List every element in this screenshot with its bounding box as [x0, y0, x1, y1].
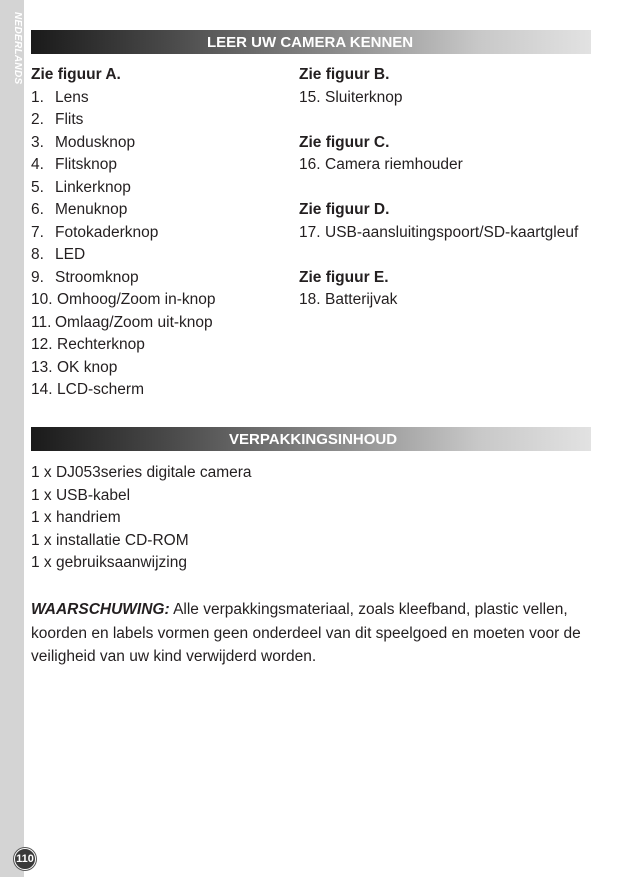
list-item: 1 x USB-kabel — [31, 486, 131, 504]
page-number: 110 — [14, 848, 36, 870]
warning-text: Alle verpakkingsmateriaal, zoals kleefband, plastic vellen, koorden en labels vormen geen onderdeel van dit speelgoed en moeten voor de veiligheid van uw kind verwijderd worden. — [31, 601, 581, 665]
list-item: 5. Linkerknop — [31, 178, 131, 196]
figure-a-heading: Zie figuur A. — [31, 66, 121, 83]
list-item: 10. Omhoog/Zoom in-knop — [31, 291, 216, 308]
list-item: 4. Flitsknop — [31, 156, 118, 173]
list-item: 7. Fotokaderknop — [31, 223, 159, 241]
list-item: 13. OK knop — [31, 358, 118, 376]
list-item: 1 x gebruiksaanwijzing — [31, 554, 187, 571]
list-item: 18. Batterijvak — [299, 291, 398, 308]
list-item: 6. Menuknop — [31, 201, 128, 218]
list-item: 3. Modusknop — [31, 133, 136, 151]
list-item: 1. Lens — [31, 88, 89, 106]
figure-d-heading: Zie figuur D. — [299, 201, 390, 218]
section-title-contents: VERPAKKINGSINHOUD — [229, 431, 398, 448]
figure-e-heading: Zie figuur E. — [299, 268, 389, 286]
list-item: 14. LCD-scherm — [31, 381, 144, 398]
list-item: 2. Flits — [31, 111, 84, 128]
figure-c-heading: Zie figuur C. — [299, 133, 390, 151]
list-item: 12. Rechterknop — [31, 336, 145, 353]
list-item: 9. Stroomknop — [31, 268, 139, 286]
list-item: 8. LED — [31, 246, 86, 263]
warning-label: WAARSCHUWING: — [31, 601, 170, 618]
section-title-camera: LEER UW CAMERA KENNEN — [207, 34, 414, 51]
figure-b-heading: Zie figuur B. — [299, 66, 390, 83]
package-contents-list — [31, 462, 591, 575]
list-item: 11. Omlaag/Zoom uit-knop — [31, 313, 213, 331]
language-label: NEDERLANDS — [12, 12, 23, 85]
list-item: 1 x installatie CD-ROM — [31, 531, 189, 549]
section-header-camera — [31, 30, 591, 54]
figure-b-e-list — [299, 64, 599, 312]
figure-a-list — [31, 64, 291, 402]
list-item: 1 x DJ053series digitale camera — [31, 464, 252, 481]
side-language-strip — [0, 0, 24, 877]
list-item: 17. USB-aansluitingspoort/SD-kaartgleuf — [299, 223, 579, 241]
list-item: 1 x handriem — [31, 509, 121, 526]
warning-paragraph — [31, 598, 591, 669]
list-item: 15. Sluiterknop — [299, 88, 403, 106]
section-header-contents — [31, 427, 591, 451]
list-item: 16. Camera riemhouder — [299, 156, 463, 173]
